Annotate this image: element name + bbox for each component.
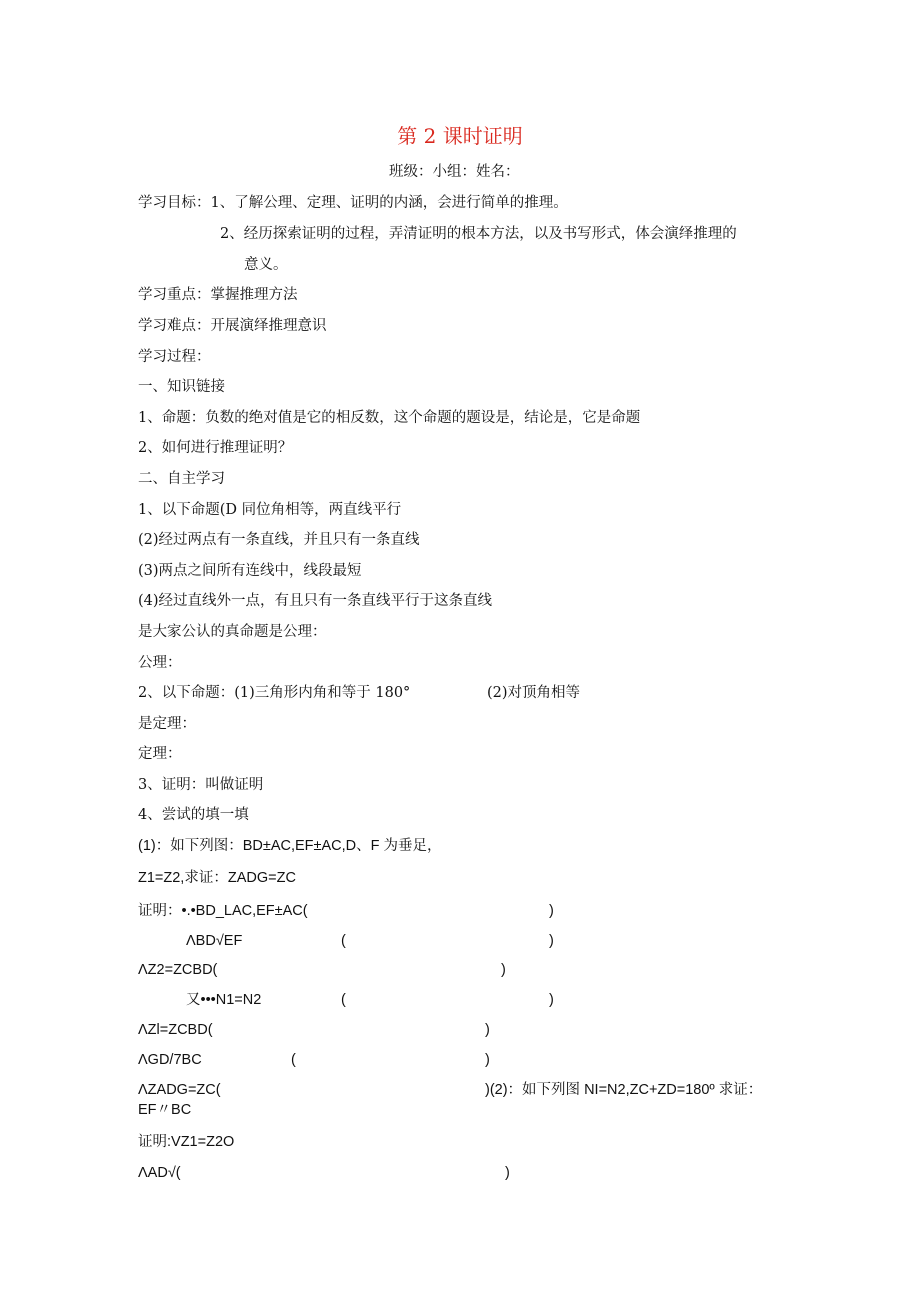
objective-1: 学习目标：1、了解公理、定理、证明的内涵，会进行简单的推理。 xyxy=(138,195,568,211)
proof-line: 又•••N1=N2 xyxy=(186,992,262,1008)
self-study-2-item2: (2)对顶角相等 xyxy=(487,685,581,701)
problem-1-given: Z1=Z2,求证：ZADG=ZC xyxy=(138,870,296,886)
page-title: 第 2 课时证明 xyxy=(397,124,523,148)
self-study-1-item2: (2)经过两点有一条直线，并且只有一条直线 xyxy=(138,532,420,548)
self-study-1-conclusion: 是大家公认的真命题是公理： xyxy=(138,624,327,640)
question-2: 2、如何进行推理证明？ xyxy=(138,440,293,456)
problem-2-proof: 证明:VZ1=Z2O xyxy=(138,1134,235,1150)
proof-line-open: ( xyxy=(341,992,346,1008)
problem-1-statement: (1)：如下列图：BD±AC,EF±AC,D、F 为垂足， xyxy=(138,838,442,854)
axiom-label: 公理： xyxy=(138,655,182,671)
objective-2: 2、经历探索证明的过程，弄清证明的根本方法，以及书写形式，体会演绎推理的 xyxy=(220,226,737,242)
self-study-1: 1、以下命题(D 同位角相等，两直线平行 xyxy=(138,502,402,518)
proof-line: ΛZl=ZCBD( xyxy=(138,1022,213,1038)
problem-2-goal: EF〃BC xyxy=(138,1102,192,1118)
theorem-label: 定理： xyxy=(138,746,182,762)
section-1-heading: 一、知识链接 xyxy=(138,379,225,395)
proof-line-close: ) xyxy=(549,992,554,1008)
proof-line: ΛGD/7BC xyxy=(138,1052,202,1068)
difficulty: 学习难点：开展演绎推理意识 xyxy=(138,318,327,334)
self-study-2: 2、以下命题：(1)三角形内角和等于 180° xyxy=(138,685,411,701)
proof-line-open: ( xyxy=(291,1052,296,1068)
proof-line: ΛZ2=ZCBD( xyxy=(138,962,218,978)
self-study-3: 3、证明：叫做证明 xyxy=(138,777,264,793)
self-study-4: 4、尝试的填一填 xyxy=(138,807,249,823)
self-study-1-item4: (4)经过直线外一点，有且只有一条直线平行于这条直线 xyxy=(138,593,493,609)
proof-line: ΛBD√EF xyxy=(186,933,243,949)
proof-line: 证明：•.•BD_LAC,EF±AC( xyxy=(138,903,308,919)
proof-line-close: ) xyxy=(485,1022,490,1038)
proof-line-close: ) xyxy=(549,933,554,949)
proof-line-close: ) xyxy=(485,1052,490,1068)
class-info-line: 班级：小组：姓名： xyxy=(389,164,520,180)
problem-2-statement: )(2)：如下列图 NI=N2,ZC+ZD=180º 求证： xyxy=(485,1082,763,1098)
proof-line-open: ( xyxy=(341,933,346,949)
key-point: 学习重点：掌握推理方法 xyxy=(138,287,298,303)
self-study-2-conclusion: 是定理： xyxy=(138,716,196,732)
self-study-1-item3: (3)两点之间所有连线中，线段最短 xyxy=(138,563,362,579)
question-1: 1、命题：负数的绝对值是它的相反数，这个命题的题设是，结论是，它是命题 xyxy=(138,410,641,426)
objective-2-cont: 意义。 xyxy=(244,257,288,273)
proof-line: ΛAD√( xyxy=(138,1165,181,1181)
proof-line-close: ) xyxy=(501,962,506,978)
section-2-heading: 二、自主学习 xyxy=(138,471,225,487)
proof-line-close: ) xyxy=(505,1165,510,1181)
proof-line: ΛZADG=ZC( xyxy=(138,1082,221,1098)
proof-line-close: ) xyxy=(549,903,554,919)
process-heading: 学习过程： xyxy=(138,349,211,365)
